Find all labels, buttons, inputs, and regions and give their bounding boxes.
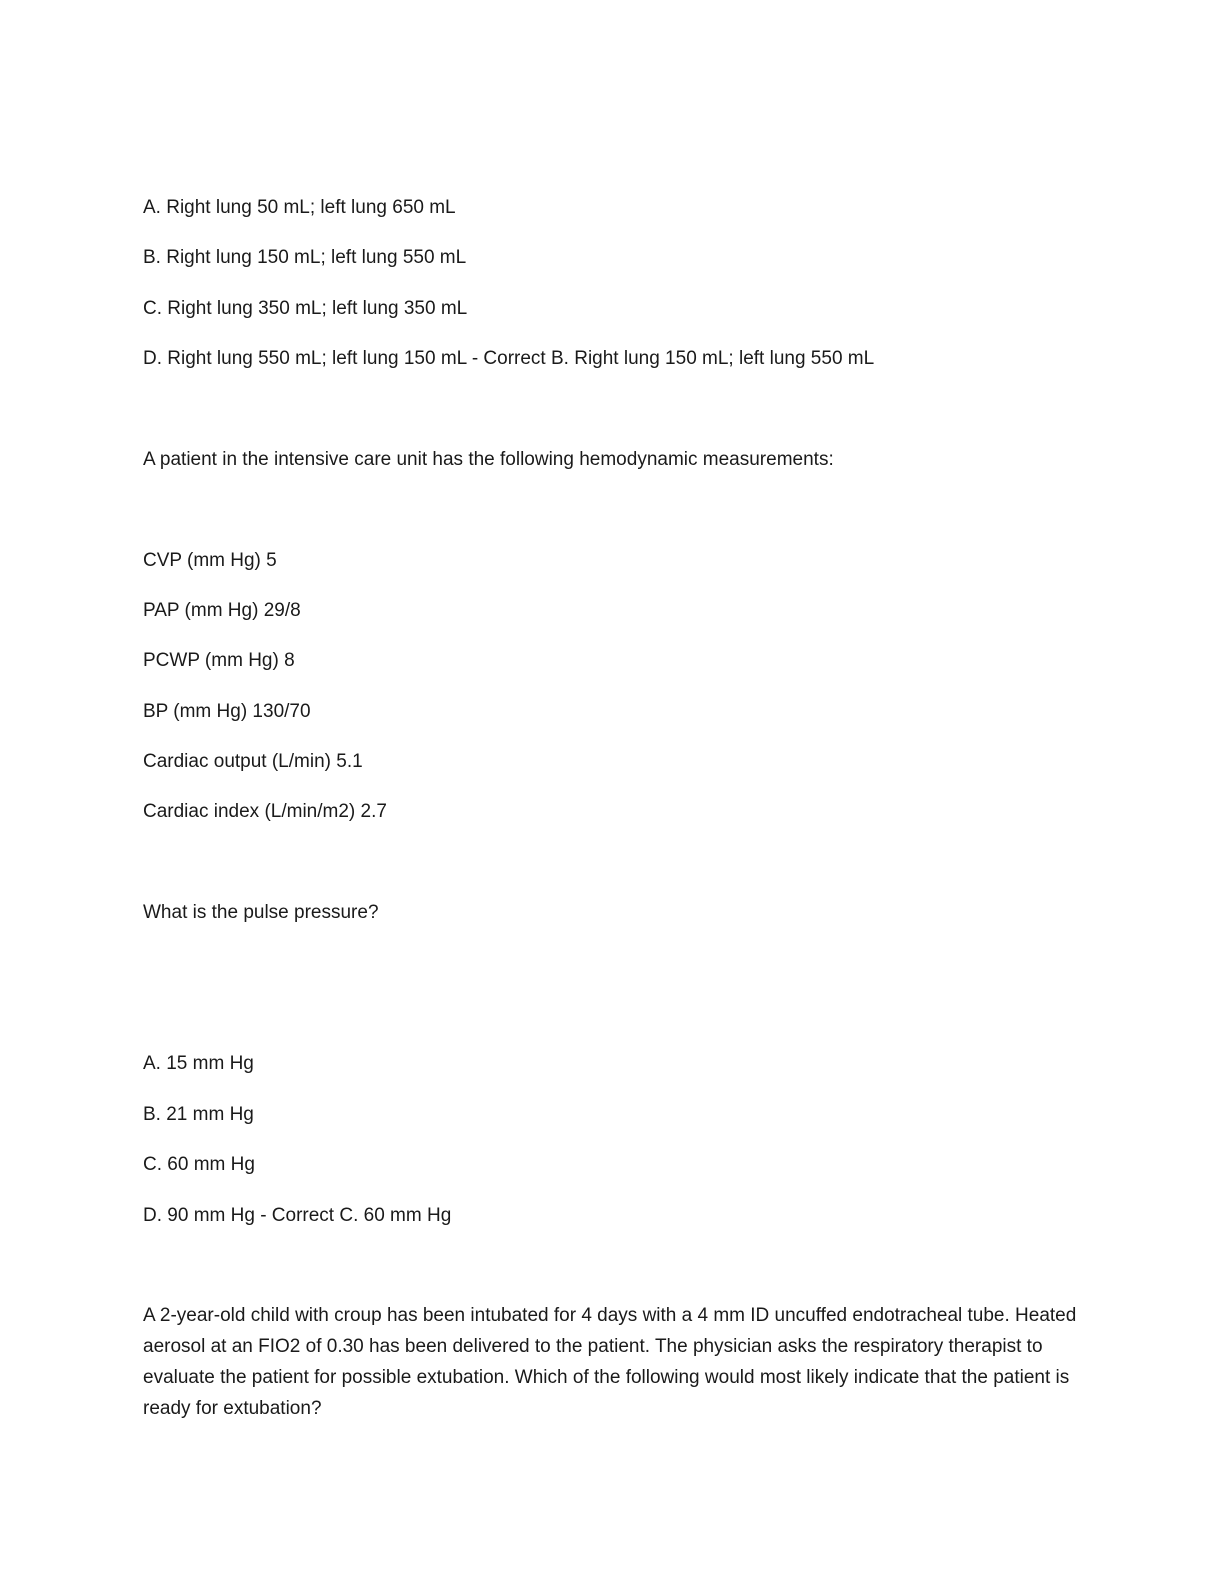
- measurement-bp: BP (mm Hg) 130/70: [143, 701, 311, 722]
- q3-question-text: A 2-year-old child with croup has been intubated for 4 days with a 4 mm ID uncuffed endotracheal tube. Heated aerosol at an FIO2 of 0.30 has been delivered to the patient. The physician asks the respiratory therapist to evaluate the patient for possible extubation. Which of the following would most likely indicate that the patient is ready for extubation?: [143, 1305, 1077, 1419]
- measurement-pcwp: PCWP (mm Hg) 8: [143, 650, 295, 671]
- measurement-pap: PAP (mm Hg) 29/8: [143, 600, 301, 621]
- q2-intro: A patient in the intensive care unit has the following hemodynamic measurements:: [143, 449, 834, 470]
- q2-option-d-with-answer: D. 90 mm Hg - Correct C. 60 mm Hg: [143, 1205, 452, 1226]
- measurement-cardiac-output: Cardiac output (L/min) 5.1: [143, 751, 363, 772]
- q2-option-b: B. 21 mm Hg: [143, 1104, 254, 1125]
- measurement-cvp: CVP (mm Hg) 5: [143, 550, 277, 571]
- q1-option-b: B. Right lung 150 mL; left lung 550 mL: [143, 247, 467, 268]
- q1-option-c: C. Right lung 350 mL; left lung 350 mL: [143, 298, 468, 319]
- q2-option-a: A. 15 mm Hg: [143, 1053, 254, 1074]
- measurement-cardiac-index: Cardiac index (L/min/m2) 2.7: [143, 801, 387, 822]
- q2-prompt: What is the pulse pressure?: [143, 902, 379, 923]
- q1-option-a: A. Right lung 50 mL; left lung 650 mL: [143, 197, 456, 218]
- q1-option-d-with-answer: D. Right lung 550 mL; left lung 150 mL - Correct B. Right lung 150 mL; left lung 550 mL: [143, 348, 875, 369]
- q2-option-c: C. 60 mm Hg: [143, 1154, 255, 1175]
